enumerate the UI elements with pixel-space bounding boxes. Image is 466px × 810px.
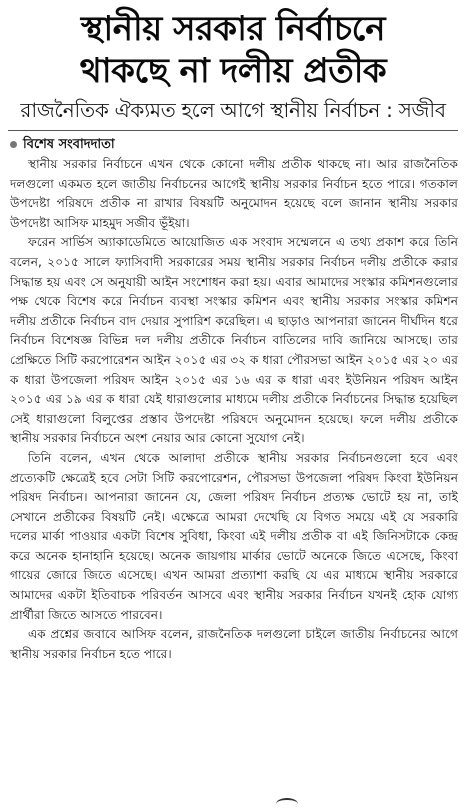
article-body: [10, 155, 458, 664]
divider: [8, 130, 458, 131]
byline-text: বিশেষ সংবাদদাতা: [23, 137, 115, 152]
headline-line-2: থাকছে না দলীয় প্রতীক: [79, 51, 387, 91]
headline: [0, 0, 466, 92]
headline-line-1: স্থানীয় সরকার নির্বাচনে: [80, 9, 386, 49]
bullet-icon: [10, 141, 17, 148]
paragraph-4: এক প্রশ্নের জবাবে আসিফ বলেন, রাজনৈতিক দলগুলো চাইলে জাতীয় নির্বাচনের আগে স্থানীয় সরকার নির্বাচন হতে পারে।: [10, 627, 458, 661]
paragraph-1: স্থানীয় সরকার নির্বাচনে এখন থেকে কোনো দলীয় প্রতীক থাকছে না। আর রাজনৈতিক দলগুলো একমত হলে জাতীয় নির্বাচনের আগেই স্থানীয় সরকার নির্বাচন হতে পারে। গতকাল উপদেষ্টা পরিষদে প্রতীক না রাখার বিষয়টি অনুমোদন হয়েছে বলে জানান স্থানীয় সরকার উপদেষ্টা আসিফ মাহমুদ সজীব ভূঁইয়া।: [10, 157, 458, 230]
page-edge-mark: [276, 798, 298, 810]
paragraph-3: তিনি বলেন, এখন থেকে আলাদা প্রতীকে স্থানীয় সরকার নির্বাচনগুলো হবে এবং প্রত্যেকটি ক্ষেত্রেই হবে সেটা সিটি করপোরেশন, পৌরসভা উপজেলা পরিষদ কিংবা ইউনিয়ন পরিষদ নির্বাচন। আপনারা জানেন যে, জেলা পরিষদ নির্বাচন প্রত্যক্ষ ভোটে হয় না, তাই সেখানে প্রতীকের বিষয়টি নেই। এক্ষেত্রে আমরা দেখেছি যে বিগত সময়ে এই যে সরকারি দলের মার্কা পাওয়ার একটা বিশেষ সুবিধা, কিংবা এই দলীয় প্রতীক বা এই জিনিসটাকে কেন্দ্র করে অনেক হানাহানি হয়েছে। অনেক জায়গায় মার্কার ভোটে অনেকে জিতে এসেছে, কিংবা গায়ের জোরে জিতে এসেছে। এখন আমরা প্রত্যাশা করছি যে এর মাধ্যমে স্থানীয় সরকারে আমাদের একটা ইতিবাচক পরিবর্তন আসবে এবং স্থানীয় সরকার নির্বাচন যখনই হোক যোগ্য প্রার্থীরা জিতে আসতে পারবেন।: [10, 450, 458, 622]
subheadline: রাজনৈতিক ঐক্যমত হলে আগে স্থানীয় নির্বাচন : সজীব: [20, 98, 446, 122]
byline: [10, 136, 456, 153]
paragraph-2: ফরেন সার্ভিস অ্যাকাডেমিতে আয়োজিত এক সংবাদ সম্মেলনে এ তথ্য প্রকাশ করে তিনি বলেন, ২০১৫ সালে ফ্যাসিবাদী সরকারের সময় স্থানীয় সরকার নির্বাচন দলীয় প্রতীকে করার সিদ্ধান্ত হয় এবং সে অনুযায়ী আইন সংশোধন করা হয়। এবার আমাদের সংস্কার কমিশনগুলোর পক্ষ থেকে বিশেষ করে নির্বাচন ব্যবস্থা সংস্কার কমিশন এবং স্থানীয় সরকার সংস্কার কমিশন দলীয় প্রতীকে নির্বাচন বাদ দেয়ার সুপারিশ করেছিল। এ ছাড়াও আপনারা জানেন দীর্ঘদিন ধরে নির্বাচন বিশেষজ্ঞ বিভিন্ন দল দলীয় প্রতীকে নির্বাচন বাতিলের দাবি জানিয়ে আসছে। তার প্রেক্ষিতে সিটি করপোরেশন আইন ২০১৫ এর ৩২ ক ধারা পৌরসভা আইন ২০১৫ এর ২০ এর ক ধারা উপজেলা পরিষদ আইন ২০১৫ এর ১৬ এর ক ধারা এবং ইউনিয়ন পরিষদ আইন ২০১৫ এর ১৯ এর ক ধারা যেই ধারাগুলোর মাধ্যমে দলীয় প্রতীকে নির্বাচনের সিদ্ধান্ত হয়েছিল সেই ধারাগুলো বিলুপ্তের প্রস্তাব উপদেষ্টা পরিষদে অনুমোদন হয়েছে। ফলে দলীয় প্রতীকে স্থানীয় সরকার নির্বাচনে অংশ নেয়ার আর কোনো সুযোগ নেই।: [10, 235, 458, 446]
